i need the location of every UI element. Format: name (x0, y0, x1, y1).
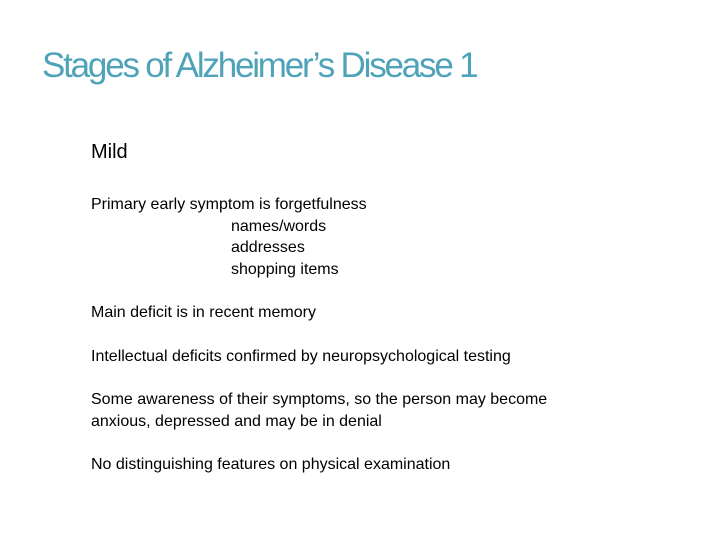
paragraph-awareness: Some awareness of their symptoms, so the person may become anxious, depressed and may be in denial (91, 391, 548, 430)
slide-title: Stages of Alzheimer’s Disease 1 (42, 46, 477, 85)
example-item: names/words (231, 217, 327, 235)
stage-heading: Mild (91, 141, 128, 163)
paragraph-recent-memory: Main deficit is in recent memory (91, 304, 316, 321)
examples-list (91, 216, 691, 281)
slide-content (91, 138, 691, 498)
example-item: shopping items (231, 260, 339, 278)
forgetfulness-block (91, 194, 691, 280)
paragraph-intellectual-deficits: Intellectual deficits confirmed by neuropsychological testing (91, 347, 511, 365)
example-item: addresses (231, 239, 305, 256)
paragraph-physical-exam: No distinguishing features on physical examination (91, 456, 451, 473)
intro-text: Primary early symptom is forgetfulness (91, 196, 367, 213)
